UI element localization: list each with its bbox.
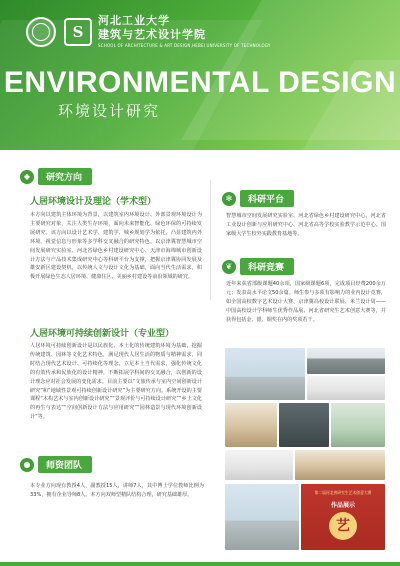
gear-icon: ✻ [222, 192, 236, 206]
rendering-image [225, 403, 277, 447]
poster-line: 第二届河北省研究生艺术创意大赛 [314, 490, 372, 495]
rendering-image [307, 376, 385, 400]
school-name-en: SCHOOL OF ARCHITECTURE & ART DESIGN,HEBEI UNIVERSITY OF TECHNOLOGY [98, 43, 271, 48]
poster-title: 作品展示 [330, 502, 355, 509]
rendering-image [307, 348, 385, 374]
rendering-image [225, 348, 305, 400]
university-name: 河北工业大学 [98, 14, 170, 27]
school-name: 建筑与艺术设计学院 [98, 28, 206, 41]
competition-poster [301, 484, 385, 550]
diamond-icon: ◆ [20, 170, 34, 184]
seal-emblem-icon [26, 17, 56, 47]
academy-mark-icon: S [64, 18, 92, 46]
exhibition-photo [225, 484, 299, 550]
topic-paragraph: 人居环境可持续创新设计是以民族化、本土化的传统建筑环境为基础，挖掘传统建筑、园林等文化艺术特色，满足现代人居生活的物质与精神需求，同时结合现代艺术设计、可持续化等理念，立足本土当代需求，强化传统文化的有效传承和民族化的设计精神，不断拓展学科间的交叉融合，以创新的设计理念应对社会发展的变化需求。目前主要以“文旅传承与室内空间创新设计研究”和“地域性景观可持续创新设计研究”为主要研究方向。系统开设的主要课程“木构艺术与室内创新设计研究”“景观评价与可持续设计研究”“乡土文化的再生与表达”“空间创新设计方法与应用研究”“园林造景与现代环境创新设计”等。 [30, 343, 202, 421]
rendering-image [225, 450, 293, 480]
logo-block [26, 14, 271, 49]
institution-name [98, 14, 271, 49]
footer-bar [0, 562, 400, 566]
topic-title: 人居环境可持续创新设计（专业型） [30, 329, 175, 339]
section-title: 师资团队 [38, 456, 92, 473]
rendering-image [331, 403, 385, 447]
section-title: 科研竞赛 [240, 258, 294, 275]
section-header-research [20, 168, 92, 185]
section-header-platform [222, 190, 294, 207]
rendering-image [279, 403, 329, 447]
platform-paragraph: 智慧城市空间发展研究实验室、河北省绿色乡村建设研究中心、河北省工业设计创新与应用研究中心、河北省高等学校实验教学示范中心、国家级大学生校外实践教育基地等。 [226, 213, 386, 237]
section-title: 研究方向 [38, 168, 92, 185]
competition-paragraph: 近年来获省部级课题40余项，国家级课题6项，完成项目经费200余万元；发表高水平论文50余篇。师生参与多项有影响力的业内设计竞赛，如全国高校数字艺术设计大赛、京津冀高校设计联展、米兰设计周——中国高校设计学科师生优秀作品展、河北省研究生艺术创意大赛等，并获得包括金、银、铜奖在内的奖项若干。 [226, 281, 386, 323]
person-icon: ● [20, 458, 34, 472]
section-title: 科研平台 [240, 190, 294, 207]
section-header-competition [222, 258, 294, 275]
rendering-image [295, 450, 385, 480]
topic-paragraph: 本方向以建筑主体环境为背景，以建筑室内环境设计、外部景观环境设计为主要研究对象，关注人类生存环境，面向未来智能化、绿色环保的可持续发展研究。该方向以设计艺术学、建筑学、城乡规划学为依托，凸显建筑内外环境、视觉信息与形象等多学科交叉融合的研究特色。以京津冀智慧城市空间发展研究实验室、河北省绿色乡村建设研究中心、天津市海绵城市创新设计方法与产品技术集成研究中心等科研平台为支撑，把握京津冀协同发展及雄安新区建设契机，以传统人文与设计文化为基础，面向当代生活需求，积极开展绿色生态人居环境、健康住区、美丽乡村建设等前沿领域的研究。 [30, 212, 202, 281]
column-divider [210, 180, 211, 300]
header-banner [0, 0, 400, 150]
page-subtitle: 环境设计研究 [58, 102, 161, 120]
poster-emblem: 艺 [329, 512, 357, 540]
topic-title: 人居环境设计及理论（学术型） [30, 197, 157, 207]
leaf-icon: ❦ [222, 260, 236, 274]
section-header-team [20, 456, 92, 473]
team-paragraph: 本专业方向现有教授4人，副教授15人，讲师7人，其中博士学位教师比例为33%，拥有企业导师8人。本方向双师型精队结构合理，研究基础雄厚。 [30, 483, 204, 498]
page-title: ENVIRONMENTAL DESIGN [3, 66, 397, 99]
